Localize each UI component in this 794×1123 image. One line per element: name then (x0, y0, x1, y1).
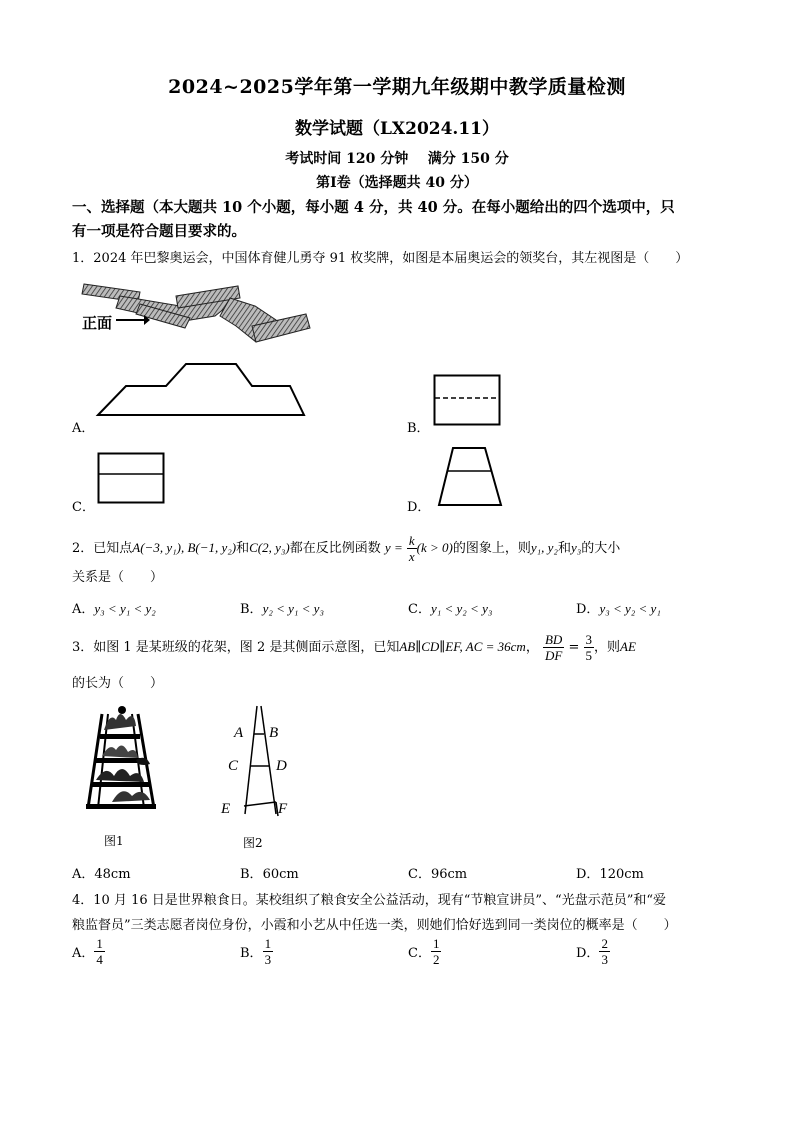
exam-info: 考试时间 120 分钟 满分 150 分 (285, 151, 509, 167)
q2-and2: 和 (557, 541, 571, 556)
front-label: 正面 (82, 314, 113, 332)
fig2-point-a: A (234, 725, 244, 741)
question-3-line1 (72, 632, 636, 663)
question-2-line2: 关系是（ ） (72, 570, 164, 585)
fig2-point-d: D (276, 758, 287, 774)
front-arrow (116, 314, 150, 326)
q2-func-cond: (k > 0) (416, 540, 453, 555)
q2-option-d (576, 598, 661, 617)
q2-var3: y₃ (570, 540, 582, 555)
q2-option-c-label: C． (408, 602, 431, 617)
q4-option-a-fraction (94, 936, 105, 967)
q3-eq: = (568, 640, 580, 655)
q2-option-b (240, 598, 324, 617)
q2-mid: 都在反比例函数 (289, 541, 381, 556)
question-2-line1 (72, 533, 620, 564)
q1-option-d-label: D． (407, 500, 431, 515)
question-3-line2: 的长为（ ） (72, 676, 164, 691)
q2-prefix: 2．已知点 (72, 541, 133, 556)
q4-option-b-fraction (263, 936, 274, 967)
q4-option-d-fraction (599, 936, 610, 967)
q3-ratio-fraction (543, 632, 564, 663)
q3-option-b-value: 60cm (262, 867, 299, 882)
question-1-text: 1．2024 年巴黎奥运会，中国体育健儿勇夺 91 枚奖牌，如图是本届奥运会的领奖台，其左视图是（ ） (72, 251, 689, 266)
q2-suffix: 的图象上，则 (452, 541, 531, 556)
q2-option-d-expr: y₃ < y₂ < y₁ (599, 601, 661, 616)
flower-rack-photo (82, 700, 158, 812)
q3-option-d (576, 863, 644, 882)
q3-cond: AB∥CD∥EF, AC = 36cm (399, 639, 526, 654)
q2-option-d-label: D． (576, 602, 600, 617)
q4-option-a-num: 1 (96, 936, 103, 951)
q1-option-b-label: B． (407, 421, 430, 436)
q3-option-c-value: 96cm (430, 867, 468, 882)
q2-option-a-expr: y₃ < y₁ < y₂ (94, 601, 156, 616)
fig2-point-c: C (228, 758, 239, 774)
q3-option-a (72, 863, 131, 882)
q2-option-a (72, 598, 156, 617)
q2-end: 的大小 (581, 541, 621, 556)
q1-option-a-label: A． (72, 421, 95, 436)
q4-option-c-label: C． (408, 946, 431, 961)
q1-option-a-figure (96, 362, 308, 418)
q2-option-c-expr: y₁ < y₂ < y₃ (430, 601, 493, 616)
question-4-line2: 粮监督员”三类志愿者岗位身份，小霞和小艺从中任选一类，则她们恰好选到同一类岗位的概率是（ ） (72, 918, 677, 933)
q3-option-a-value: 48cm (94, 867, 131, 882)
question-4-line1: 4．10 月 16 日是世界粮食日。某校组织了粮食安全公益活动，现有“节粮宣讲员”、“光盘示范员”和“爱 (72, 893, 666, 908)
q4-option-d (576, 936, 610, 967)
q2-func-fraction (407, 533, 417, 564)
q4-option-b (240, 936, 273, 967)
q4-option-a-label: A． (72, 946, 95, 961)
q2-point-b: B(−1, y₂) (187, 540, 237, 555)
q3-comma: ， (525, 640, 539, 655)
q3-ratio-num: BD (544, 632, 563, 647)
q4-option-d-den: 3 (601, 952, 608, 967)
q1-option-b-figure (433, 374, 501, 426)
q3-option-d-label: D． (576, 867, 600, 882)
podium-photo (80, 282, 312, 354)
q4-option-c-fraction (431, 936, 442, 967)
q3-option-a-label: A． (72, 867, 95, 882)
q3-option-c-label: C． (408, 867, 431, 882)
q3-option-d-value: 120cm (599, 867, 644, 882)
q4-option-a (72, 936, 105, 967)
figure-1-caption: 图1 (104, 834, 124, 848)
fig2-point-b: B (269, 725, 279, 741)
q3-ae: AE (620, 639, 636, 654)
q3-value-num: 3 (585, 632, 592, 647)
q3-prefix: 3．如图 1 是某班级的花架，图 2 是其侧面示意图，已知 (72, 640, 400, 655)
q3-value-fraction (584, 632, 595, 663)
q1-option-c-figure (97, 452, 165, 504)
q4-option-a-den: 4 (96, 952, 103, 967)
q4-option-b-label: B． (240, 946, 263, 961)
fig2-point-e: E (221, 801, 231, 817)
page-subtitle: 数学试题（LX2024.11） (294, 119, 500, 139)
q3-option-c (408, 863, 467, 882)
volume-heading: 第Ⅰ卷（选择题共 40 分） (316, 175, 478, 191)
q4-option-c (408, 936, 441, 967)
q2-option-c (408, 598, 492, 617)
section-heading-line1: 一、选择题（本大题共 10 个小题，每小题 4 分，共 40 分。在每小题给出的四个选项中，只 (72, 199, 675, 216)
q2-func-y: y = (384, 540, 403, 555)
figure-2-diagram (228, 702, 300, 820)
q4-option-b-num: 1 (264, 936, 272, 951)
q3-then: ，则 (594, 640, 621, 655)
q4-option-c-num: 1 (432, 936, 440, 951)
q4-option-d-num: 2 (601, 936, 608, 951)
q2-point-a: A(−3, y₁), (132, 540, 188, 555)
section-heading-line2: 有一项是符合题目要求的。 (72, 223, 246, 240)
page-title: 2024~2025学年第一学期九年级期中教学质量检测 (168, 76, 626, 98)
q2-option-a-label: A． (72, 602, 95, 617)
figure-2-caption: 图2 (243, 836, 263, 850)
q2-and: 和 (236, 541, 250, 556)
q1-option-c-label: C． (72, 500, 95, 515)
q3-value-den: 5 (585, 648, 592, 663)
q1-option-d-figure (437, 446, 503, 508)
q2-option-b-label: B． (240, 602, 263, 617)
q4-option-d-label: D． (576, 946, 600, 961)
q2-func-num: k (408, 533, 415, 548)
fig2-point-f: F (278, 801, 288, 817)
q3-option-b (240, 863, 299, 882)
q2-func-den: x (408, 549, 415, 564)
q2-vars: y₁, y₂ (530, 540, 558, 555)
q3-ratio-den: DF (544, 648, 563, 663)
q2-point-c: C(2, y₃) (249, 540, 290, 555)
q4-option-c-den: 2 (432, 952, 440, 967)
q3-option-b-label: B． (240, 867, 263, 882)
q4-option-b-den: 3 (264, 952, 272, 967)
q2-option-b-expr: y₂ < y₁ < y₃ (262, 601, 324, 616)
